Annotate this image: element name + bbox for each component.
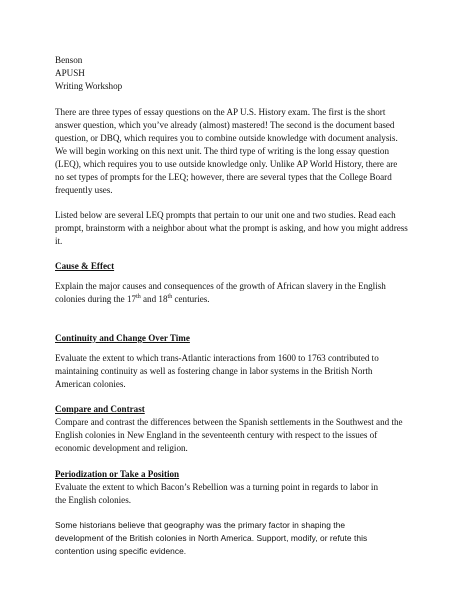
take-position-prompt-line: development of the British colonies in North America. Support, modify, or refute this — [55, 533, 368, 543]
intro-line: frequently uses. — [55, 185, 113, 195]
intro-line: There are three types of essay questions on the AP U.S. History exam. The first is the short — [55, 107, 386, 117]
compare-contrast-prompt-line: economic development and religion. — [55, 443, 188, 453]
instructions-line: Listed below are several LEQ prompts that pertain to our unit one and two studies. Read each — [55, 210, 396, 220]
cause-effect-prompt-line — [55, 293, 210, 307]
intro-line: no set types of prompts for the LEQ; however, there are several types that the College Board — [55, 172, 392, 182]
periodization-prompt-line: Evaluate the extent to which Bacon’s Rebellion was a turning point in regards to labor in — [55, 482, 379, 492]
instructions-line: prompt, brainstorm with a neighbor about what the prompt is asking, and how you might address — [55, 223, 408, 233]
periodization-heading: Periodization or Take a Position — [55, 469, 180, 479]
prompt-text: centuries. — [172, 294, 210, 304]
course-name: APUSH — [55, 68, 85, 78]
intro-line: answer question, which you’ve already (almost) mastered! The second is the document based — [55, 120, 395, 130]
periodization-prompt-line: the English colonies. — [55, 495, 132, 505]
ordinal-suffix: th — [167, 293, 173, 300]
intro-line: (LEQ), which requires you to use outside knowledge only. Unlike AP World History, there are — [55, 159, 398, 169]
author-name: Benson — [55, 55, 83, 65]
ordinal-suffix: th — [136, 293, 141, 300]
continuity-heading: Continuity and Change Over Time — [55, 333, 190, 343]
cause-effect-prompt-line: Explain the major causes and consequences of the growth of African slavery in the English — [55, 281, 386, 291]
continuity-prompt-line: American colonies. — [55, 379, 126, 389]
prompt-text: colonies during the 17 — [55, 294, 137, 304]
prompt-text: and 18 — [140, 294, 168, 304]
take-position-prompt-line: contention using specific evidence. — [55, 546, 187, 556]
instructions-line: it. — [55, 236, 63, 246]
continuity-prompt-line: Evaluate the extent to which trans-Atlantic interactions from 1600 to 1763 contributed to — [55, 353, 379, 363]
intro-line: question, or DBQ, which requires you to combine outside knowledge with document analysis. — [55, 133, 398, 143]
compare-contrast-prompt-line: Compare and contrast the differences between the Spanish settlements in the Southwest and the — [55, 417, 403, 427]
take-position-prompt-line: Some historians believe that geography was the primary factor in shaping the — [55, 520, 346, 530]
continuity-prompt-line: maintaining continuity as well as fostering change in labor systems in the British North — [55, 366, 373, 376]
document-title: Writing Workshop — [55, 81, 123, 91]
intro-line: We will begin working on this next unit. The third type of writing is the long essay question — [55, 146, 390, 156]
compare-contrast-heading: Compare and Contrast — [55, 404, 145, 414]
cause-effect-heading: Cause & Effect — [55, 261, 115, 271]
compare-contrast-prompt-line: English colonies in New England in the seventeenth century with respect to the issues of — [55, 430, 378, 440]
